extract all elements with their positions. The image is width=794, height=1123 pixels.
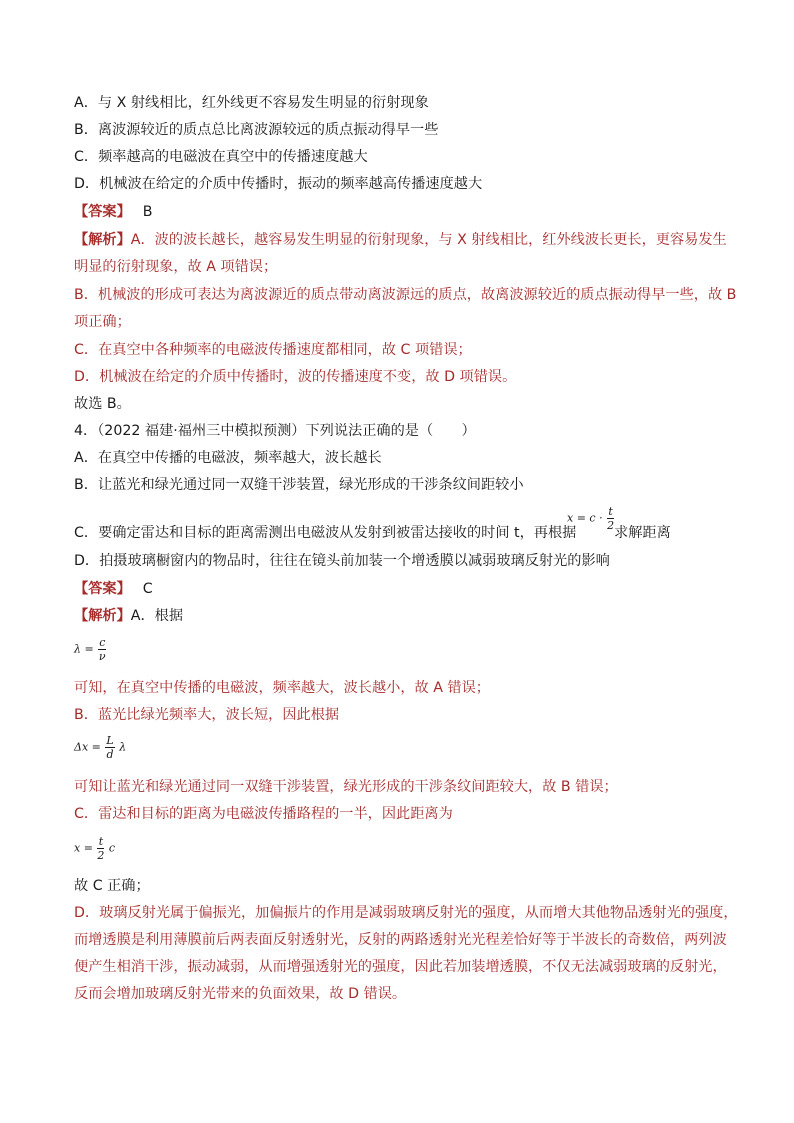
formula-radar-distance [74,835,115,862]
q4-option-a: A．在真空中传播的电磁波，频率越大，波长越长 [74,450,382,466]
formula-lhs: x = [74,841,93,855]
q3-option-d: D．机械波在给定的介质中传播时，振动的频率越高传播速度越大 [74,176,483,192]
q4-option-d: D．拍摄玻璃橱窗内的物品时，往往在镜头前加装一个增透膜以减弱玻璃反射光的影响 [74,553,610,569]
formula-wavelength [74,636,107,663]
q4-analysis-c-result: 故 C 正确； [74,878,150,894]
option-c-formula [567,505,615,532]
q4-analysis-b-result: 可知让蓝光和绿光通过同一双缝干涉装置，绿光形成的干涉条纹间距较大，故 B 错误； [74,779,618,795]
formula-denominator: 2 [607,519,615,532]
analysis-text: A．波的波长越长，越容易发生明显的衍射现象，与 X 射线相比，红外线波长更长，更容易发生 [130,232,727,248]
q3-analysis-c: C．在真空中各种频率的电磁波传播速度都相同，故 C 项错误； [74,342,472,358]
analysis-text: A．根据 [130,608,184,624]
formula-denominator: 2 [97,849,105,862]
formula-tail: c [108,841,116,855]
answer-value: C [142,581,153,597]
formula-denominator: ν [98,650,106,663]
formula-fraction [97,835,104,862]
formula-lhs: x = c · [567,511,603,525]
q3-option-c: C．频率越高的电磁波在真空中的传播速度越大 [74,149,368,165]
q4-analysis-d-line3: 便产生相消干涉，振动减弱，从而增强透射光的强度，因此若加装增透膜，不仅无法减弱玻璃的反射光， [74,959,727,975]
formula-fraction [98,636,106,663]
q4-option-c: C．要确定雷达和目标的距离需测出电磁波从发射到被雷达接收的时间 t，再根据 [74,525,577,541]
formula-lhs: λ = [74,642,94,656]
q4-answer [74,579,153,599]
q4-analysis-d-line4: 反而会增加玻璃反射光带来的负面效果，故 D 错误。 [74,986,407,1002]
q3-answer [74,202,153,222]
analysis-label: 【解析】 [74,608,131,624]
q4-option-c-tail: 求解距离 [614,525,671,541]
q4-analysis-d-line2: 而增透膜是利用薄膜前后两表面反射透射光，反射的两路透射光光程差恰好等于半波长的奇数倍，两列波 [74,932,727,948]
q3-analysis-a-line2: 明显的衍射现象，故 A 项错误； [74,259,278,275]
formula-numerator: t [608,505,613,518]
formula-fringe-spacing [74,734,126,761]
q4-analysis-a-intro [74,606,183,626]
answer-value: B [142,204,153,220]
q3-analysis-b-line1: B．机械波的形成可表达为离波源近的质点带动离波源远的质点，故离波源较近的质点振动得早一些，故 B [74,287,737,303]
q4-option-b: B．让蓝光和绿光通过同一双缝干涉装置，绿光形成的干涉条纹间距较小 [74,477,524,493]
q4-analysis-d-line1: D．玻璃反射光属于偏振光，加偏振片的作用是减弱玻璃反射光的强度，从而增大其他物品透射光的强度， [74,905,738,921]
q4-analysis-b-intro: B．蓝光比绿光频率大，波长短，因此根据 [74,707,340,723]
q3-analysis-a-line1 [74,230,727,250]
formula-denominator: d [106,748,114,761]
q3-analysis-b-line2: 项正确； [74,314,131,330]
answer-label: 【答案】 [74,581,131,597]
formula-tail: λ [119,740,127,754]
q3-conclusion: 故选 B。 [74,396,131,412]
q3-analysis-d: D．机械波在给定的介质中传播时，波的传播速度不变，故 D 项错误。 [74,369,517,385]
q4-stem: 4．（2022 福建·福州三中模拟预测）下列说法正确的是（ ） [74,423,476,439]
q4-analysis-c-intro: C．雷达和目标的距离为电磁波传播路程的一半，因此距离为 [74,806,453,822]
formula-numerator: L [106,734,114,747]
formula-numerator: t [98,835,104,848]
analysis-label: 【解析】 [74,232,131,248]
formula-lhs: Δx = [74,740,101,754]
q3-option-b: B．离波源较近的质点总比离波源较远的质点振动得早一些 [74,122,439,138]
q4-analysis-a-result: 可知，在真空中传播的电磁波，频率越大，波长越小，故 A 错误； [74,680,490,696]
answer-label: 【答案】 [74,204,131,220]
q3-option-a: A．与 X 射线相比，红外线更不容易发生明显的衍射现象 [74,95,429,111]
formula-fraction [105,734,114,761]
formula-numerator: c [99,636,106,649]
